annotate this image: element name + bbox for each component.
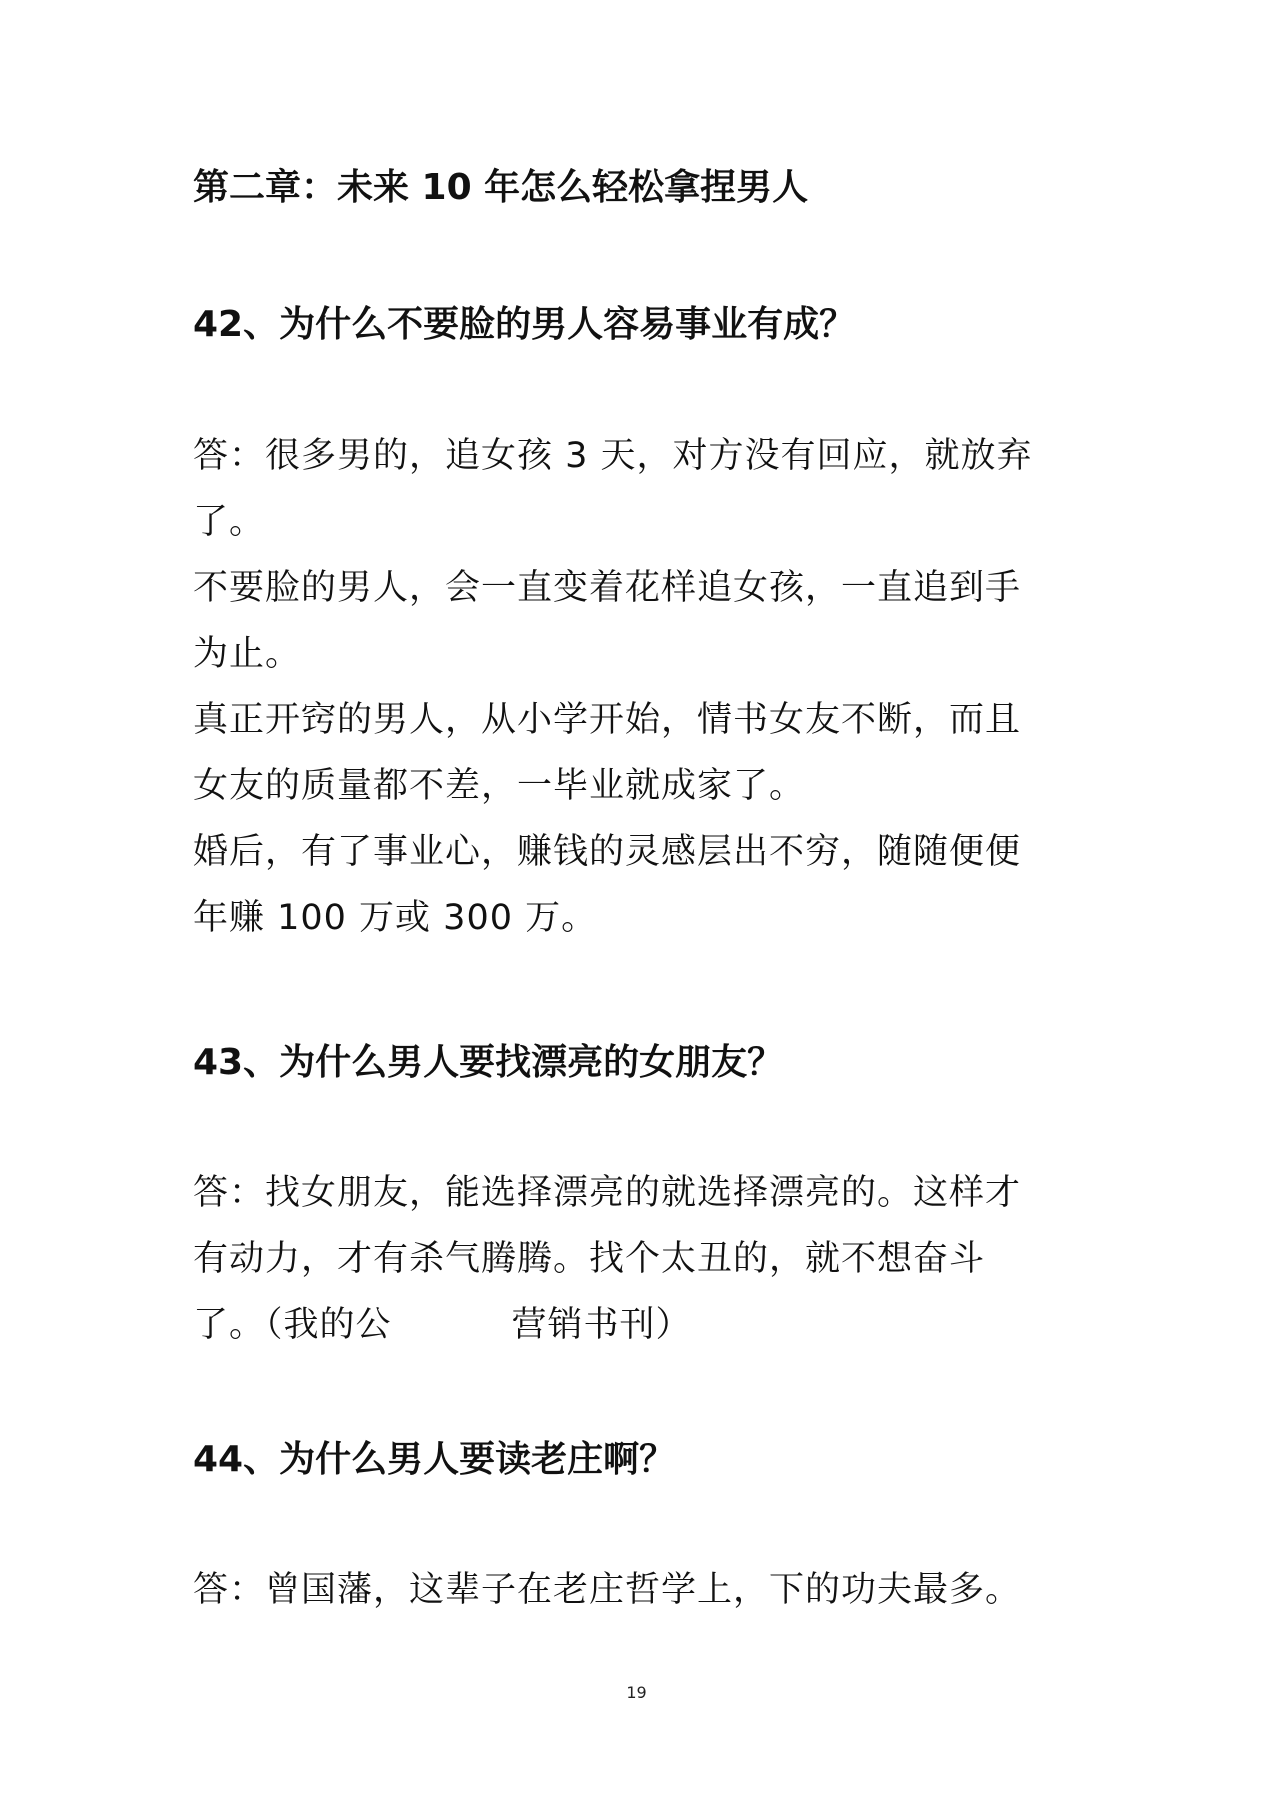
question-42-title: 42、为什么不要脸的男人容易事业有成？ xyxy=(193,304,856,345)
answer-line: 了。 xyxy=(193,502,266,542)
answer-line: 年赚 100 万或 300 万。 xyxy=(193,898,598,938)
question-44-title: 44、为什么男人要读老庄啊？ xyxy=(193,1439,676,1480)
answer-44 xyxy=(193,1557,1093,1623)
answer-line: 婚后，有了事业心，赚钱的灵感层出不穷，随随便便 xyxy=(193,832,1022,872)
answer-line-part: 营销书刊） xyxy=(511,1305,692,1345)
question-43-title: 43、为什么男人要找漂亮的女朋友？ xyxy=(193,1042,784,1083)
answer-line: 答：找女朋友，能选择漂亮的就选择漂亮的。这样才 xyxy=(193,1173,1022,1213)
answer-line: 为止。 xyxy=(193,634,302,674)
answer-43 xyxy=(193,1160,1093,1358)
answer-line: 不要脸的男人，会一直变着花样追女孩，一直追到手 xyxy=(193,568,1022,608)
answer-line: 有动力，才有杀气腾腾。找个太丑的，就不想奋斗 xyxy=(193,1239,986,1279)
answer-42 xyxy=(193,423,1093,951)
answer-line-part: 了。（我的公 xyxy=(193,1305,392,1345)
chapter-title: 第二章：未来 10 年怎么轻松拿捏男人 xyxy=(193,167,809,208)
answer-line: 女友的质量都不差，一毕业就成家了。 xyxy=(193,766,806,806)
answer-line: 真正开窍的男人，从小学开始，情书女友不断，而且 xyxy=(193,700,1022,740)
answer-line: 答：曾国藩，这辈子在老庄哲学上，下的功夫最多。 xyxy=(193,1570,1022,1610)
answer-line xyxy=(193,1292,1093,1358)
page-number: 19 xyxy=(626,1683,647,1702)
answer-line: 答：很多男的，追女孩 3 天，对方没有回应，就放弃 xyxy=(193,436,1033,476)
